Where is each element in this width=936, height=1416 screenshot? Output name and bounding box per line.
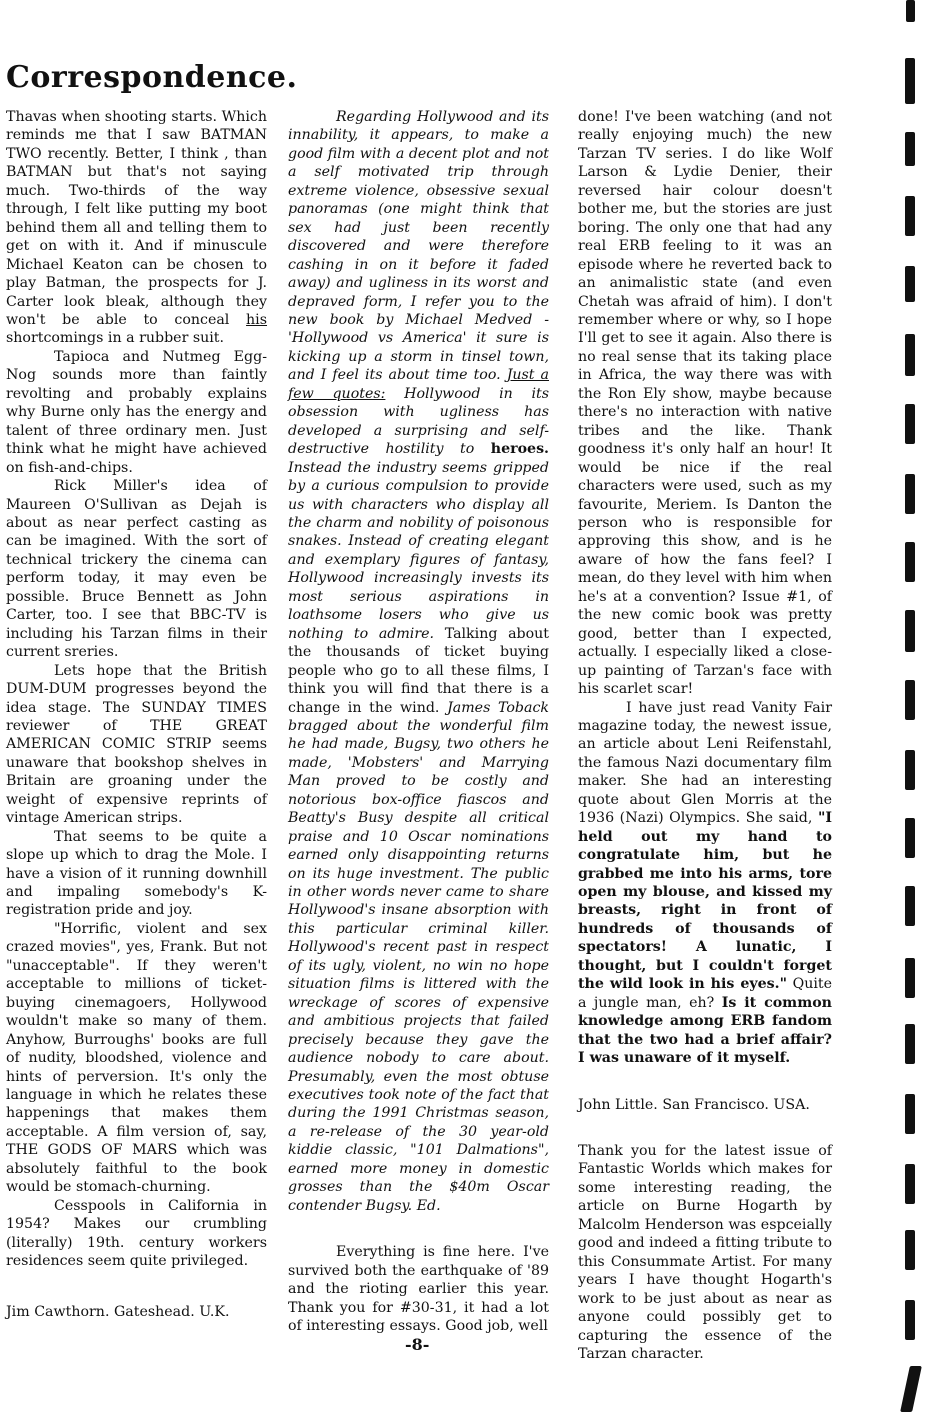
letter-signature: John Little. San Francisco. USA. [578, 1096, 810, 1113]
binding-hole [905, 1024, 915, 1064]
binding-hole [905, 58, 915, 104]
letter-paragraph: Lets hope that the British DUM-DUM progresses beyond the idea stage. The SUNDAY TIMES reviewer of THE GREAT AMERICAN COMIC STRIP seems unaware that bookshop shelves in Britain are groaning under the weight of expensive reprints of vintage American strips. [6, 662, 267, 827]
binding-hole [905, 196, 915, 236]
binding-hole [905, 958, 915, 998]
letter-paragraph: Tapioca and Nutmeg Egg-Nog sounds more than faintly revolting and probably explains why Burne only has the energy and talent of three ordinary men. Just think what he might have achieved on fish-and-chips. [6, 348, 267, 476]
binding-hole [905, 1300, 915, 1340]
binding-hole [905, 1230, 915, 1270]
letter-paragraph: Thavas when shooting starts. Which reminds me that I saw BATMAN TWO recently. Better, I think , than BATMAN but that's not saying much. Two-thirds of the way through, I felt like putting my boot behind them all and telling them to get on with it. And if minuscule Michael Keaton can be chosen to play Batman, the prospects for J. Carter look bleak, although they won't be able to conceal his shortcomings in a rubber suit. [6, 109, 268, 347]
editor-reply: Regarding Hollywood and its innability, it appears, to make a good film with a decent plot and not a self motivated trip through extreme violence, obsessive sexual panoramas (one might think that sex had just been recently discovered and were therefore cashing in on it before it faded away) and ugliness in its worst and depraved form, I refer you to the new book by Michael Medved - 'Hollywood vs America' it sure is kicking up a storm in tinsel town, and I feel its about time too. Just a few quotes: Hollywood in its obsession with ugliness has developed a surprising and self-destructive hostility to heroes. Instead the industry seems gripped by a curious compulsion to provide us with characters who display all the charm and nobility of poisonous snakes. Instead of creating elegant and exemplary figures of fantasy, Hollywood increasingly invests its most serious aspirations in loathsome losers who give us nothing to admire. Talking about the thousands of ticket buying people who go to all these films, I think you will find that there is a change in the wind. James Toback bragged about the wonderful film he had made, Bugsy, two others he made, 'Mobsters' and Marrying Man proved to be costly and notorious box-office fiascos and Beatty's Busy despite all critical praise and 10 Oscar nominations earned only disappointing returns on its huge investment. The public in other words never came to share Hollywood's insane absorption with this particular criminal killer. Hollywood's recent past in respect of its ugly, violent, no win no hope situation films is littered with the wreckage of scores of expensive and ambitious projects that failed precisely because they gave the audience nobody to care about. Presumably, even the most obtuse executives took note of the fact that during the 1991 Christmas season, a re-release of the 30 year-old kiddie classic, "101 Dalmations", earned more money in domestic grosses than the $40m Oscar contender Bugsy. Ed. [288, 109, 550, 1214]
column-middle [288, 108, 549, 1335]
underlined-word: his [246, 311, 268, 328]
binding-hole [905, 818, 915, 858]
binding-hole [905, 266, 915, 302]
binding-hole [905, 474, 915, 514]
binding-hole [905, 1094, 915, 1134]
letter-paragraph: done! I've been watching (and not really enjoying much) the new Tarzan TV series. I do like Wolf Larson & Lydie Denier, their reversed hair colour doesn't bother me, but the stories are just boring. The only one that had any real ERB feeling to it was an episode where he reverted back to an animalistic state (and even Chetah was afraid of him). I don't remember where or why, so I hope I'll get to see it again. Also there is no real sense that its taking place in Africa, the way there was with the Ron Ely show, maybe because there's no interaction with native tribes and the like. Thank goodness it's only half an hour! It would be nice if the real characters were used, such as my favourite, Meriem. Is Danton the person who is responsible for approving this show, and is he aware of how the fans feel? I mean, do they level with him when he's at a convention? Issue #1, of the new comic book was pretty good, better than I expected, actually. I especially liked a close-up painting of Tarzan's face with his scarlet scar! [578, 109, 832, 698]
column-left [6, 108, 267, 1321]
binding-hole [905, 680, 915, 720]
column-right [578, 108, 832, 1363]
binding-hole [905, 886, 915, 926]
letter-paragraph: Rick Miller's idea of Maureen O'Sullivan as Dejah is about as near perfect casting as can be imagined. With the sort of technical trickery the cinema can perform today, it may even be possible. Bruce Bennett as John Carter, too. I see that BBC-TV is including his Tarzan films in their current sreries. [6, 478, 267, 661]
binding-hole [906, 0, 915, 22]
page-number: -8- [405, 1335, 430, 1354]
binding-hole [905, 750, 915, 790]
letter-paragraph: Cesspools in California in 1954? Makes our crumbling (literally) 19th. century workers residences seem quite privileged. [6, 1197, 267, 1270]
binding-holes-strip [901, 0, 936, 1416]
letter-signature: Jim Cawthorn. Gateshead. U.K. [6, 1303, 230, 1320]
underlined-phrase: Just a few quotes: [288, 367, 550, 402]
binding-hole [905, 610, 915, 652]
binding-hole [905, 542, 915, 582]
letter-paragraph: "Horrific, violent and sex crazed movies", yes, Frank. But not "unacceptable". If they weren't acceptable to millions of ticket-buying cinemagoers, Hollywood wouldn't make so many of them. Anyhow, Burroughs' books are full of nudity, bloodshed, violence and hints of perversion. It's only the language in which he relates these happenings that makes them acceptable. A film version of, say, THE GODS OF MARS which was absolutely faithful to the book would be stomach-churning. [6, 920, 267, 1196]
binding-hole [905, 132, 915, 166]
letter-paragraph: That seems to be quite a slope up which to drag the Mole. I have a vision of it running downhill and impaling somebody's K-registration pride and joy. [6, 828, 267, 919]
binding-hole [900, 1366, 922, 1412]
bold-word: heroes. [490, 441, 549, 458]
page-title: Correspondence. [6, 60, 298, 95]
letter-paragraph: I have just read Vanity Fair magazine today, the newest issue, an article about Leni Reifenstahl, the famous Nazi documentary film maker. She had an interesting quote about Glen Morris at the 1936 (Nazi) Olympics. She said, "I held out my hand to congratulate him, but he grabbed me into his arms, tore open my blouse, and kissed my breasts, right in front of hundreds of thousands of spectators! A lunatic, I thought, but I couldn't forget the wild look in his eyes." Quite a jungle man, eh? Is it common knowledge among ERB fandom that the two had a brief affair? I was unaware of it myself. [578, 699, 832, 1067]
binding-hole [905, 404, 915, 444]
binding-hole [905, 1164, 915, 1204]
bold-question: Is it common knowledge among ERB fandom that the two had a brief affair? I was unaware of it myself. [578, 994, 832, 1067]
binding-hole [905, 334, 915, 376]
letter-paragraph: Thank you for the latest issue of Fantastic Worlds which makes for some interesting reading, the article on Burne Hogarth by Malcolm Henderson was espceially good and indeed a fitting tribute to this Consummate Artist. For many years I have thought Hogarth's work to be just about as near as anyone could possibly get to capturing the essence of the Tarzan character. [578, 1143, 832, 1362]
letter-paragraph: Everything is fine here. I've survived both the earthquake of '89 and the rioting earlier this year. Thank you for #30-31, it had a lot of interesting essays. Good job, well [288, 1244, 549, 1334]
bold-quote: "I held out my hand to congratulate him, but he grabbed me into his arms, tore open my blouse, and kissed my breasts, right in front of hundreds of thousands of spectators! A lunatic, I thought, but I couldn't forget the wild look in his eyes." [578, 810, 832, 993]
